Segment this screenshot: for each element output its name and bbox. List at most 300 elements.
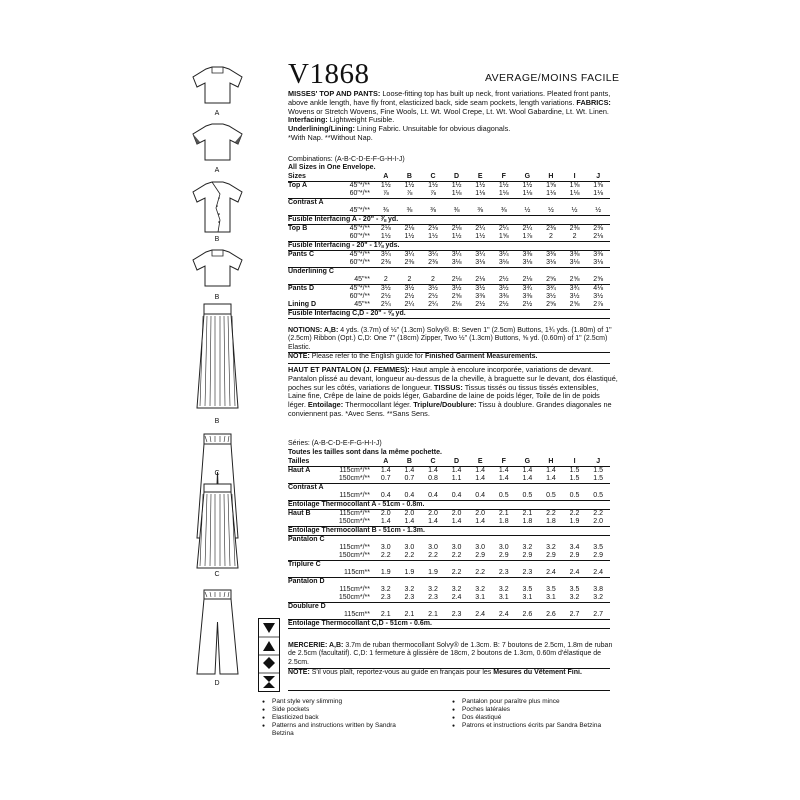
table-row (288, 552, 610, 561)
yardage-cell: 3¾ (546, 285, 556, 292)
yardage-cell: 3.2 (428, 586, 438, 593)
yardage-cell (586, 199, 610, 208)
yardage-cell (421, 199, 445, 208)
yardage-cell (374, 536, 398, 545)
size-col-header: J (586, 173, 610, 182)
table-row (288, 216, 610, 225)
desc-title-fr: HAUT ET PANTALON (J. FEMMES): (288, 365, 410, 374)
yardage-cell: 1.4 (451, 467, 462, 474)
row-label: Top A (288, 182, 308, 189)
yardage-cell: 3.2 (563, 594, 587, 603)
yardage-cell: 1.4 (398, 518, 422, 527)
yardage-cell: 1.4 (492, 475, 516, 484)
yardage-cell: 2⅝ (563, 276, 587, 285)
yardage-cell: 3.2 (522, 544, 533, 551)
notions (288, 327, 613, 352)
yardage-cell: 2.6 (516, 611, 540, 620)
yardage-cell: 3⅜ (546, 251, 556, 258)
yardage-cell: 3⅛ (539, 259, 563, 268)
yardage-cell: 2.1 (421, 611, 445, 620)
all-sizes-fr: Toutes les tailles sont dans la même pochette. (288, 449, 442, 456)
yardage-cell: 2½ (404, 293, 415, 300)
yardage-cell: 2 (563, 233, 587, 242)
row-label: Fusible Interfacing - 20" - 1⅜ yds. (288, 242, 610, 251)
yardage-cell: 1.4 (445, 518, 469, 527)
yardage-cell (445, 561, 469, 570)
yardage-cell: 3½ (428, 285, 438, 292)
yardage-cell: 1.5 (593, 467, 604, 474)
row-label (288, 259, 326, 268)
row-label: Triplure C (288, 561, 321, 568)
row-label (288, 293, 326, 301)
view-label: B (214, 418, 220, 425)
yardage-cell: 3⅜ (593, 251, 604, 258)
tissus-body: Tissus tissés ou tissus tissés extensibles, Laine fine, Crêpe de laine de poids léger, Gabardine de laine de poids léger, Toile de lin de poids léger. (288, 382, 600, 410)
table-row (288, 586, 610, 594)
table-row (288, 182, 610, 191)
row-label (288, 207, 326, 216)
desc-title: MISSES' TOP AND PANTS: (288, 89, 381, 98)
yardage-cell: 3½ (451, 285, 462, 292)
sizes-header: Tailles (288, 458, 326, 467)
size-col-header: G (516, 173, 540, 182)
yardage-cell: ⅞ (398, 190, 422, 199)
fabric-width: 115cm*/** (339, 544, 370, 551)
yardage-cell (421, 268, 445, 277)
yardage-cell: 2⅞ (586, 301, 610, 310)
size-col-header: C (421, 458, 445, 467)
english-description (288, 90, 618, 143)
yardage-cell (398, 561, 422, 570)
yardage-cell: 0.7 (398, 475, 422, 484)
yardage-cell: 0.7 (374, 475, 398, 484)
row-label (288, 569, 326, 578)
note-label-fr: NOTE: (288, 669, 310, 676)
yardage-cell: 1.4 (374, 518, 398, 527)
yardage-cell (563, 536, 587, 545)
size-col-header: D (445, 173, 469, 182)
yardage-cell (445, 199, 469, 208)
yardage-cell: 3⅜ (522, 251, 533, 258)
yardage-cell: 3¼ (428, 251, 438, 258)
yardage-cell: 1⅛ (539, 190, 563, 199)
yardage-cell: 2.3 (421, 594, 445, 603)
yardage-cell: 1½ (445, 233, 469, 242)
note-body: Please refer to the English guide for (311, 353, 424, 360)
fabric-width: 45"** (326, 276, 374, 285)
yardage-cell: 2¼ (475, 225, 486, 232)
row-label (288, 518, 326, 527)
row-label: Doublure D (288, 603, 326, 610)
features-fr (452, 698, 622, 730)
size-col-header: C (421, 173, 445, 182)
layout-symbols-icon (259, 619, 279, 691)
table-row (288, 603, 610, 612)
yardage-cell: 2.1 (398, 611, 422, 620)
yardage-cell: 1.4 (468, 475, 492, 484)
yardage-cell (468, 536, 492, 545)
divider (288, 690, 610, 691)
fabric-width: 60"*/** (349, 293, 370, 300)
lining-body: Lining Fabric. Unsuitable for obvious diagonals. (356, 124, 511, 134)
layout-symbol-legend (258, 618, 280, 692)
table-row (288, 611, 610, 620)
yardage-cell (398, 578, 422, 587)
yardage-cell: 2⅝ (539, 276, 563, 285)
features-en (262, 698, 442, 738)
yardage-cell: 1½ (428, 182, 438, 189)
yardage-cell: 1½ (398, 233, 422, 242)
yardage-cell (468, 578, 492, 587)
yardage-cell: 2.9 (563, 552, 587, 561)
yardage-cell: 0.4 (421, 492, 445, 501)
feature-item: ● Elasticized back (262, 714, 442, 722)
yardage-cell: 2⅛ (380, 225, 391, 232)
yardage-cell: 3.2 (404, 586, 415, 593)
yardage-cell: 3.5 (593, 544, 604, 551)
yardage-cell: 3.4 (569, 544, 580, 551)
yardage-cell: 3½ (475, 285, 486, 292)
size-col-header: D (445, 458, 469, 467)
yardage-cell: 2.1 (498, 510, 509, 517)
fabrics-label: FABRICS: (576, 97, 611, 107)
yardage-cell: 2.0 (428, 510, 438, 517)
yardage-cell: 2.1 (374, 611, 398, 620)
note-bold: Finished Garment Measurements. (424, 353, 538, 360)
yardage-cell: 1.9 (398, 569, 422, 578)
table-row (288, 510, 610, 519)
note-label: NOTE: (288, 353, 310, 360)
feature-item: ● Poches latérales (452, 706, 622, 714)
yardage-cell (398, 484, 422, 493)
spacer (326, 458, 374, 467)
view-label: B (214, 294, 220, 301)
size-col-header: I (563, 173, 587, 182)
yardage-cell: 2⅝ (451, 293, 462, 300)
yardage-cell: 3½ (404, 285, 415, 292)
yardage-cell: 1½ (468, 233, 492, 242)
row-label (288, 544, 326, 552)
yardage-cell (539, 199, 563, 208)
yardage-cell: 3.2 (586, 594, 610, 603)
yardage-cell: 1½ (451, 182, 462, 189)
yardage-cell: 2.0 (475, 510, 486, 517)
fabric-width: 115cm*/** (339, 510, 370, 517)
note-bold-fr: Mesures du Vêtement Fini. (493, 669, 582, 676)
yardage-cell: 3⅜ (522, 293, 533, 300)
yardage-cell: 2.2 (569, 510, 580, 517)
fabric-width (326, 536, 374, 545)
view-label: C (214, 571, 220, 578)
row-label: Contrast A (288, 484, 324, 491)
yardage-cell (374, 603, 398, 612)
fabric-width: 60"*/** (326, 233, 374, 242)
table-row (288, 536, 610, 545)
yardage-cell (492, 536, 516, 545)
yardage-table-fr (288, 458, 610, 629)
yardage-cell: 1.5 (586, 475, 610, 484)
yardage-cell: 1½ (421, 233, 445, 242)
yardage-cell (421, 561, 445, 570)
yardage-cell: ⅜ (492, 207, 516, 216)
feature-item: ● Dos élastiqué (452, 714, 622, 722)
view-label: B (214, 236, 220, 243)
desc-body-fr: Haut ample à encolure incorporée, variations de devant. Pantalon plissé au devant, longueur au-dessus de la cheville, à braguette sur le devant, dos élastiqué, poches sur les côtés, variations de longueur. (288, 365, 618, 392)
yardage-cell (398, 199, 422, 208)
yardage-cell (563, 561, 587, 570)
yardage-cell: 1½ (404, 182, 415, 189)
triplure-body: Tissu à doublure. Grandes diagonales ne conviennent pas. *Avec Sens. **Sans Sens. (288, 400, 612, 418)
yardage-cell: 3.0 (428, 544, 438, 551)
yardage-cell: 2⅜ (569, 225, 580, 232)
yardage-cell: 2½ (428, 293, 438, 300)
yardage-cell (492, 268, 516, 277)
yardage-cell: 1½ (498, 182, 509, 189)
yardage-cell: 2½ (516, 301, 540, 310)
pants-b-drawing (195, 302, 240, 412)
yardage-cell: 1.5 (569, 467, 580, 474)
yardage-cell: 3⅛ (516, 259, 540, 268)
yardage-cell (516, 199, 540, 208)
yardage-cell (492, 561, 516, 570)
yardage-cell: 2⅛ (586, 233, 610, 242)
yardage-cell (563, 484, 587, 493)
row-label (288, 190, 326, 199)
size-col-header: J (586, 458, 610, 467)
fabric-width: 45"*/** (349, 251, 370, 258)
yardage-cell (468, 484, 492, 493)
yardage-cell (539, 578, 563, 587)
yardage-cell: 3½ (498, 285, 509, 292)
yardage-cell: 2.3 (398, 594, 422, 603)
size-col-header: H (539, 458, 563, 467)
yardage-cell (492, 578, 516, 587)
yardage-cell: 3½ (569, 293, 580, 300)
yardage-cell (492, 603, 516, 612)
table-row (288, 569, 610, 578)
yardage-cell: 2.0 (380, 510, 391, 517)
yardage-cell (516, 561, 540, 570)
yardage-cell: 3.0 (498, 544, 509, 551)
yardage-cell: 2⅛ (428, 225, 438, 232)
spacer (326, 173, 374, 182)
yardage-cell: 3¾ (569, 285, 580, 292)
yardage-cell: 2.2 (445, 569, 469, 578)
mercerie-label: MERCERIE: A,B: (288, 642, 344, 649)
yardage-cell: 2 (539, 233, 563, 242)
yardage-cell: 1.4 (421, 518, 445, 527)
tissus-label: TISSUS: (434, 382, 463, 392)
fabric-width (326, 561, 374, 570)
top-b-back-drawing (190, 248, 245, 290)
yardage-cell: ⅜ (374, 207, 398, 216)
size-col-header: E (468, 173, 492, 182)
yardage-cell: 3.1 (516, 594, 540, 603)
yardage-cell: 2.0 (451, 510, 462, 517)
yardage-cell: 1.4 (380, 467, 391, 474)
yardage-cell: 2.2 (421, 552, 445, 561)
yardage-cell: 2⅛ (445, 276, 469, 285)
yardage-cell: 1.4 (428, 467, 438, 474)
pants-c-front-drawing (195, 482, 240, 572)
yardage-cell: 3¼ (498, 251, 509, 258)
yardage-cell: 1⅛ (492, 190, 516, 199)
yardage-cell: 1⅛ (586, 190, 610, 199)
yardage-cell: 2.7 (563, 611, 587, 620)
entoilage-body: Thermocollant léger. (345, 400, 412, 410)
yardage-cell: 3⅜ (475, 293, 486, 300)
yardage-cell: 2⅝ (586, 276, 610, 285)
yardage-cell: 2.2 (468, 569, 492, 578)
yardage-cell: 1.9 (421, 569, 445, 578)
difficulty-level: AVERAGE/MOINS FACILE (485, 72, 620, 84)
yardage-cell: 3¼ (380, 251, 391, 258)
size-col-header: B (398, 173, 422, 182)
table-row (288, 259, 610, 268)
yardage-cell: 1.4 (539, 475, 563, 484)
table-row (288, 242, 610, 251)
french-description (288, 366, 618, 419)
view-label: C (214, 470, 220, 477)
yardage-cell (445, 268, 469, 277)
yardage-cell: 3.5 (522, 586, 533, 593)
yardage-cell: 2.3 (492, 569, 516, 578)
yardage-cell: 2.2 (445, 552, 469, 561)
yardage-cell (539, 484, 563, 493)
yardage-cell: 3.2 (498, 586, 509, 593)
row-label: Pants C (288, 251, 315, 258)
yardage-cell: 2⅜ (374, 259, 398, 268)
desc-body: Loose-fitting top has built up neck, front variations. Pleated front pants, above ankle length, have fly front, elasticized back, side seam pockets, length variations. (288, 89, 611, 107)
fabric-width: 45"*/** (349, 182, 370, 189)
yardage-cell: 2.2 (546, 510, 556, 517)
fabric-width (326, 578, 374, 587)
yardage-cell: 2⅜ (421, 259, 445, 268)
fabric-width: 115cm*/** (326, 492, 374, 501)
top-a-back-drawing (190, 122, 245, 164)
yardage-cell: ⅜ (421, 207, 445, 216)
yardage-cell: 3¼ (404, 251, 415, 258)
table-row (288, 199, 610, 208)
size-col-header: A (374, 173, 398, 182)
row-label (288, 492, 326, 501)
yardage-cell: 3.1 (492, 594, 516, 603)
yardage-cell (421, 578, 445, 587)
yardage-cell: 3⅛ (445, 259, 469, 268)
yardage-cell (539, 536, 563, 545)
size-col-header: E (468, 458, 492, 467)
yardage-cell (563, 268, 587, 277)
size-col-header: G (516, 458, 540, 467)
interfacing-body: Lightweight Fusible. (329, 115, 395, 125)
row-label (288, 552, 326, 561)
row-label: Fusible Interfacing C,D - 20" - ⅝ yd. (288, 310, 610, 319)
feature-item: ● Side pockets (262, 706, 442, 714)
yardage-cell: 2¼ (421, 301, 445, 310)
fabric-width: 115cm*/** (339, 467, 370, 474)
yardage-cell: 2.9 (468, 552, 492, 561)
fabric-width: 60"*/** (326, 190, 374, 199)
yardage-cell: 3.0 (380, 544, 391, 551)
yardage-cell: 2 (421, 276, 445, 285)
yardage-cell: 2⅜ (546, 225, 556, 232)
yardage-cell: 2.3 (445, 611, 469, 620)
yardage-cell: 1⅝ (546, 182, 556, 189)
yardage-cell: ⅜ (468, 207, 492, 216)
note-body-fr: S'il vous plaît, reportez-vous au guide en français pour les (311, 669, 492, 676)
yardage-cell: 2.7 (586, 611, 610, 620)
note-fr (288, 669, 613, 677)
yardage-cell: 3.1 (539, 594, 563, 603)
yardage-cell: 1⅛ (516, 190, 540, 199)
yardage-cell: 2⅝ (539, 301, 563, 310)
yardage-cell: 0.5 (586, 492, 610, 501)
yardage-cell (492, 484, 516, 493)
table-row (288, 501, 610, 510)
yardage-cell: ½ (539, 207, 563, 216)
yardage-cell: 3.2 (475, 586, 486, 593)
yardage-cell: ½ (586, 207, 610, 216)
table-row (288, 251, 610, 260)
sizes-header: Sizes (288, 173, 326, 182)
row-label: Haut A (288, 467, 311, 474)
yardage-cell (468, 268, 492, 277)
yardage-cell: 2½ (492, 276, 516, 285)
yardage-cell: 2.6 (539, 611, 563, 620)
fabric-width (326, 603, 374, 612)
triplure-label: Triplure/Doublure: (413, 400, 477, 410)
row-label: Pantalon D (288, 578, 325, 585)
yardage-cell (398, 603, 422, 612)
interfacing-label: Interfacing: (288, 115, 328, 125)
yardage-cell: 1.8 (516, 518, 540, 527)
yardage-cell: 1⅝ (593, 182, 604, 189)
yardage-cell: 1⅝ (492, 233, 516, 242)
yardage-cell (468, 561, 492, 570)
yardage-cell: 3⅛ (586, 259, 610, 268)
yardage-cell: 3⅜ (569, 251, 580, 258)
yardage-cell: 2.2 (398, 552, 422, 561)
yardage-cell: 1⅛ (445, 190, 469, 199)
row-label: Underlining C (288, 268, 334, 275)
size-col-header: F (492, 458, 516, 467)
nap-note: *With Nap. **Without Nap. (288, 132, 373, 142)
table-row (288, 594, 610, 603)
table-row (288, 492, 610, 501)
fabric-width: 45"** (326, 301, 374, 310)
notions-label: NOTIONS: A,B: (288, 327, 339, 334)
table-row (288, 285, 610, 294)
yardage-cell (445, 536, 469, 545)
yardage-cell: 3.0 (475, 544, 486, 551)
yardage-cell (374, 561, 398, 570)
yardage-cell: 0.5 (516, 492, 540, 501)
table-row (288, 207, 610, 216)
yardage-cell: 2 (398, 276, 422, 285)
yardage-cell (516, 268, 540, 277)
yardage-cell: 4⅛ (593, 285, 604, 292)
yardage-cell: 2.9 (492, 552, 516, 561)
fabric-width: 45"*/** (349, 285, 370, 292)
row-label: Lining D (288, 301, 326, 310)
yardage-cell (516, 484, 540, 493)
yardage-cell: ⅞ (374, 190, 398, 199)
fabric-width: 45"*/** (326, 207, 374, 216)
table-row (288, 475, 610, 484)
yardage-cell (539, 603, 563, 612)
fabric-width: 60"*/** (326, 259, 374, 268)
yardage-cell: 2⅛ (468, 276, 492, 285)
